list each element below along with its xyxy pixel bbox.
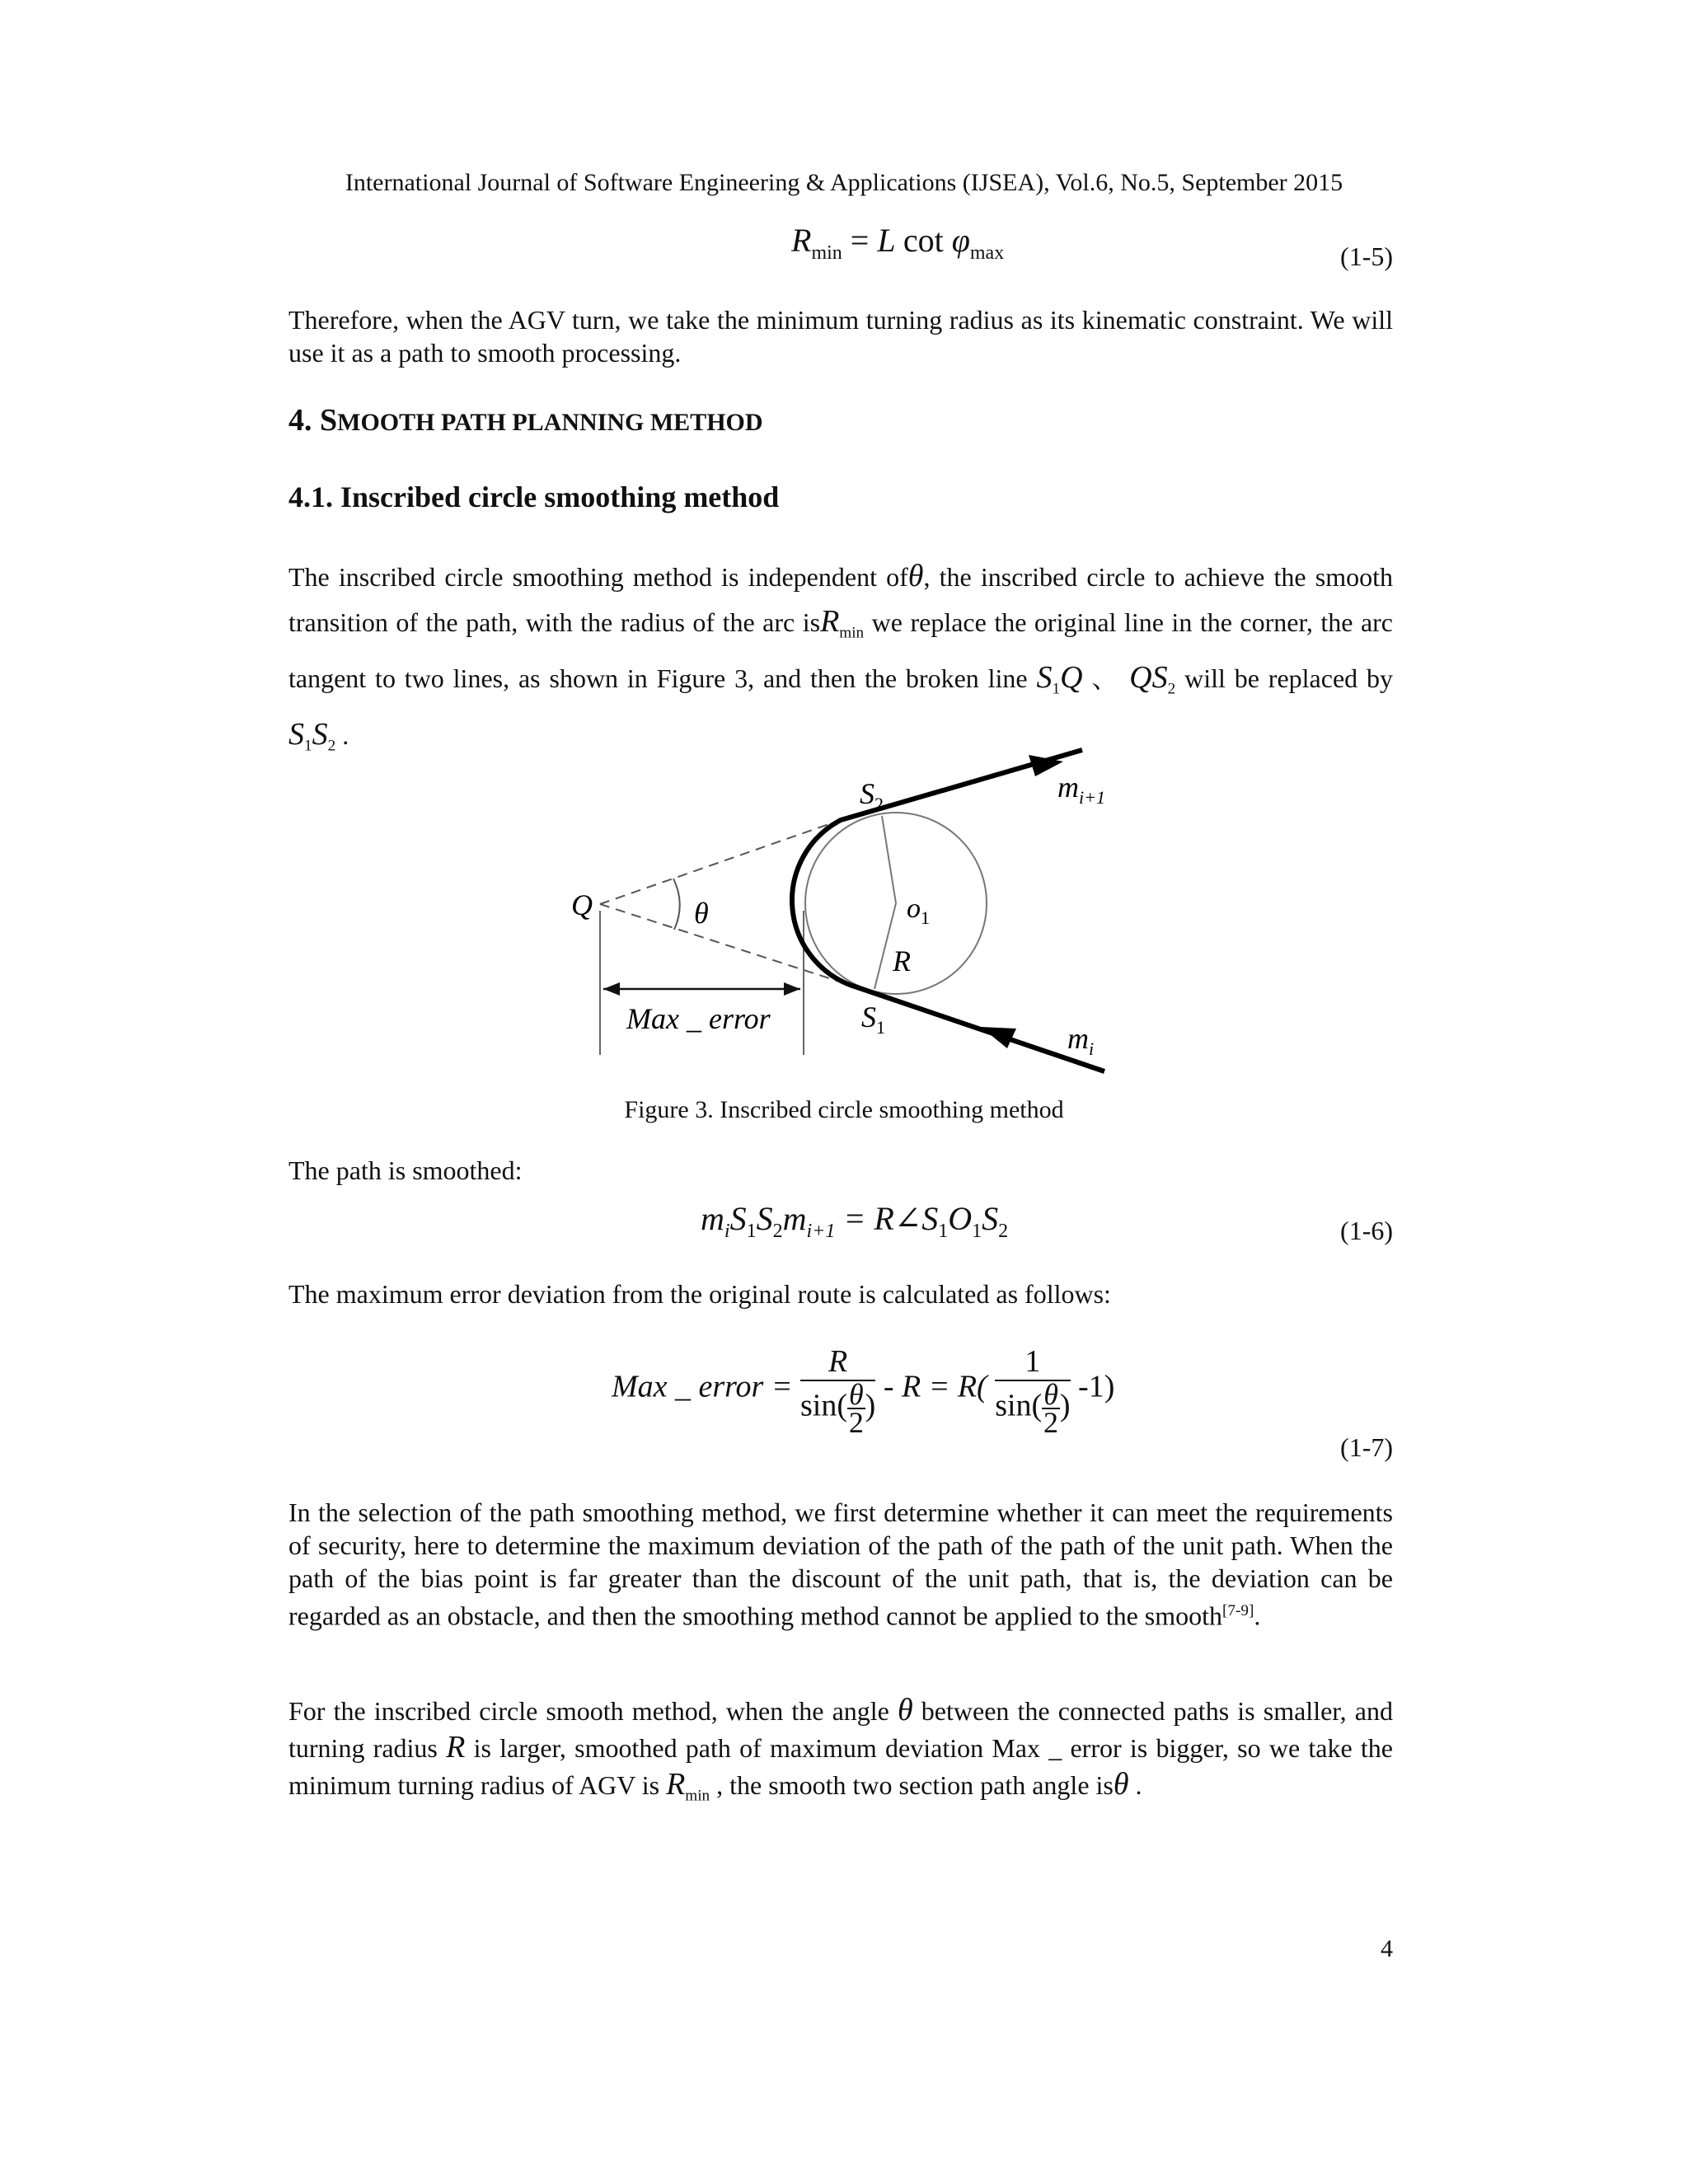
eq17-numerator-1: R	[800, 1343, 875, 1381]
para2-text-4: will be replaced by	[1175, 663, 1394, 694]
eq16-rhs-sub3: 2	[998, 1221, 1009, 1242]
eq16-rhs: = R∠S	[843, 1200, 939, 1237]
para2-s1s2-a-sub: 1	[304, 737, 312, 755]
para6-theta: θ	[898, 1693, 913, 1727]
para6-text-4: , the smooth two section path angle is	[710, 1770, 1114, 1800]
para2-s1: S	[1036, 660, 1053, 696]
eq17-tail: -1)	[1078, 1369, 1115, 1404]
para2-text-3: we replace the original line in the corner, the arc tangent to two lines, as shown in Figure 3, and then the broken line	[288, 607, 1393, 694]
eq17-fraction-1	[799, 1343, 876, 1439]
label-max-error: Max _ error	[626, 1002, 771, 1035]
eq17-theta-1: θ	[848, 1378, 864, 1411]
eq16-s1: S	[729, 1200, 747, 1237]
eq16-m2-sub: i+1	[806, 1221, 836, 1242]
para6-text-5: .	[1128, 1770, 1142, 1800]
para2-s1s2-b-sub: 2	[327, 737, 336, 755]
paragraph-6	[288, 1692, 1393, 1814]
paragraph-4: The maximum error deviation from the original route is calculated as follows:	[288, 1279, 1111, 1309]
equation-1-6	[701, 1199, 1008, 1243]
para2-qs: QS	[1129, 660, 1168, 696]
eq17-theta-half-2	[1042, 1378, 1060, 1439]
paragraph-5	[288, 1496, 1393, 1633]
eq16-rhs-s: S	[982, 1200, 999, 1237]
para6-text-3: is larger, smoothed path of maximum deviation Max _ error is bigger, so we take the minimum turning radius of AGV is	[288, 1733, 1393, 1800]
label-m-i-plus-1: $m_{i+1}$	[1057, 771, 1105, 808]
figure-3	[0, 0, 1688, 1088]
label-q: Q	[571, 888, 593, 921]
section-title-cap: S	[320, 403, 338, 438]
eq17-theta-half-1	[847, 1378, 865, 1439]
paragraph-3: The path is smoothed:	[288, 1155, 523, 1185]
eq17-sin-1: sin(	[799, 1388, 847, 1423]
eq17-sin-2: sin(	[995, 1388, 1043, 1423]
eq17-close-2: )	[1059, 1388, 1071, 1423]
subsection-heading: 4.1. Inscribed circle smoothing method	[288, 480, 780, 513]
eq16-s1-sub: 1	[746, 1221, 757, 1242]
eq17-numerator-2: 1	[995, 1343, 1070, 1381]
eq17-fraction-2	[995, 1343, 1071, 1439]
para6-Rmin: R	[666, 1767, 686, 1802]
para2-text-5: .	[335, 719, 349, 750]
dashed-line-q-s1	[600, 904, 857, 987]
label-o1: $o_1$	[907, 893, 930, 928]
eq15-phi-sub: max	[969, 242, 1005, 264]
eq17-two-2: 2	[1043, 1406, 1059, 1439]
eq17-two-1: 2	[848, 1406, 864, 1439]
section-number: 4.	[288, 403, 312, 438]
equation-number-1-6: (1-6)	[1340, 1216, 1393, 1245]
label-m-i: $m_i$	[1067, 1022, 1095, 1059]
journal-header: International Journal of Software Engineering & Applications (IJSEA), Vol.6, No.5, September 2015	[345, 169, 1343, 196]
eq16-m: m	[701, 1200, 724, 1237]
label-r: R	[893, 944, 911, 977]
label-theta: θ	[694, 897, 709, 930]
para2-qs-sub: 2	[1167, 680, 1176, 698]
eq16-rhs-o: O	[948, 1200, 973, 1237]
paragraph-1: Therefore, when the AGV turn, we take the minimum turning radius as its kinematic constraint. We will use it as a path to smooth processing.	[288, 305, 1393, 368]
para2-theta: θ	[907, 559, 924, 593]
para2-R: R	[820, 604, 840, 639]
citation-7-9[interactable]: [7-9]	[1222, 1602, 1254, 1619]
equation-number-1-5: (1-5)	[1340, 241, 1393, 271]
eq15-phi: φ	[951, 222, 970, 259]
para2-text-1: The inscribed circle smoothing method is independent of	[288, 562, 908, 592]
para6-R: R	[446, 1730, 466, 1765]
eq17-mid: - R = R(	[883, 1369, 987, 1404]
para6-Rmin-sub: min	[685, 1787, 710, 1805]
theta-angle-arc	[673, 879, 680, 930]
figure-3-diagram	[0, 0, 1688, 1088]
para6-text-2: between the connected paths is smaller, and turning radius	[288, 1696, 1394, 1763]
para2-s1-sub: 1	[1052, 680, 1061, 698]
para2-q: Q	[1060, 660, 1083, 696]
eq16-rhs-sub2: 1	[972, 1221, 982, 1242]
para2-s1s2-b: S	[312, 716, 328, 752]
eq15-lhs-sub: min	[811, 242, 842, 264]
label-s2: $S_2$	[860, 777, 884, 814]
eq17-denominator-1	[799, 1378, 876, 1439]
para2-R-sub: min	[839, 624, 865, 642]
eq17-close-1: )	[865, 1388, 876, 1423]
arrowhead-lower	[981, 1027, 1016, 1048]
para6-text-1: For the inscribed circle smooth method, when the angle	[288, 1696, 898, 1726]
eq17-theta-2: θ	[1043, 1378, 1058, 1411]
para2-text-2: , the inscribed circle to achieve the smooth transition of the path, with the radius of the arc is	[288, 562, 1394, 637]
label-s1: $S_1$	[861, 1001, 885, 1038]
eq15-lhs: R	[791, 222, 812, 259]
para2-s1s2-a: S	[288, 716, 304, 752]
equation-number-1-7: (1-7)	[1340, 1432, 1393, 1462]
section-title-rest: MOOTH PATH PLANNING METHOD	[337, 409, 763, 436]
radius-line-s2	[882, 816, 896, 903]
page-number: 4	[1381, 1935, 1393, 1962]
eq15-rhs: L	[877, 222, 895, 259]
para5-text: In the selection of the path smoothing method, we first determine whether it can meet the requirements of security, here to determine the maximum deviation of the path of the path of the unit path. When the path of the bias point is far greater than the discount of the unit path, that is, the deviation can be regarded as an obstacle, and then the smoothing method cannot be applied to the smooth	[288, 1497, 1393, 1631]
equation-1-7	[612, 1343, 1115, 1439]
eq16-s2: S	[756, 1200, 773, 1237]
eq17-lhs: Max _ error =	[612, 1369, 793, 1404]
dashed-line-q-s2	[600, 820, 841, 904]
figure-caption: Figure 3. Inscribed circle smoothing method	[624, 1096, 1064, 1123]
eq16-m2: m	[782, 1200, 807, 1237]
eq15-op: cot	[903, 222, 944, 259]
eq16-rhs-sub1: 1	[938, 1221, 949, 1242]
para5-end: .	[1254, 1601, 1261, 1631]
para2-separator: 、	[1082, 663, 1121, 694]
equation-1-5: $R_{min} = L$ $\cot \varphi_{max}$	[791, 222, 1005, 264]
eq16-s2-sub: 2	[772, 1221, 783, 1242]
eq16-m-sub: i	[724, 1221, 730, 1242]
para6-theta-2: θ	[1113, 1767, 1129, 1802]
eq17-denominator-2	[995, 1378, 1071, 1439]
